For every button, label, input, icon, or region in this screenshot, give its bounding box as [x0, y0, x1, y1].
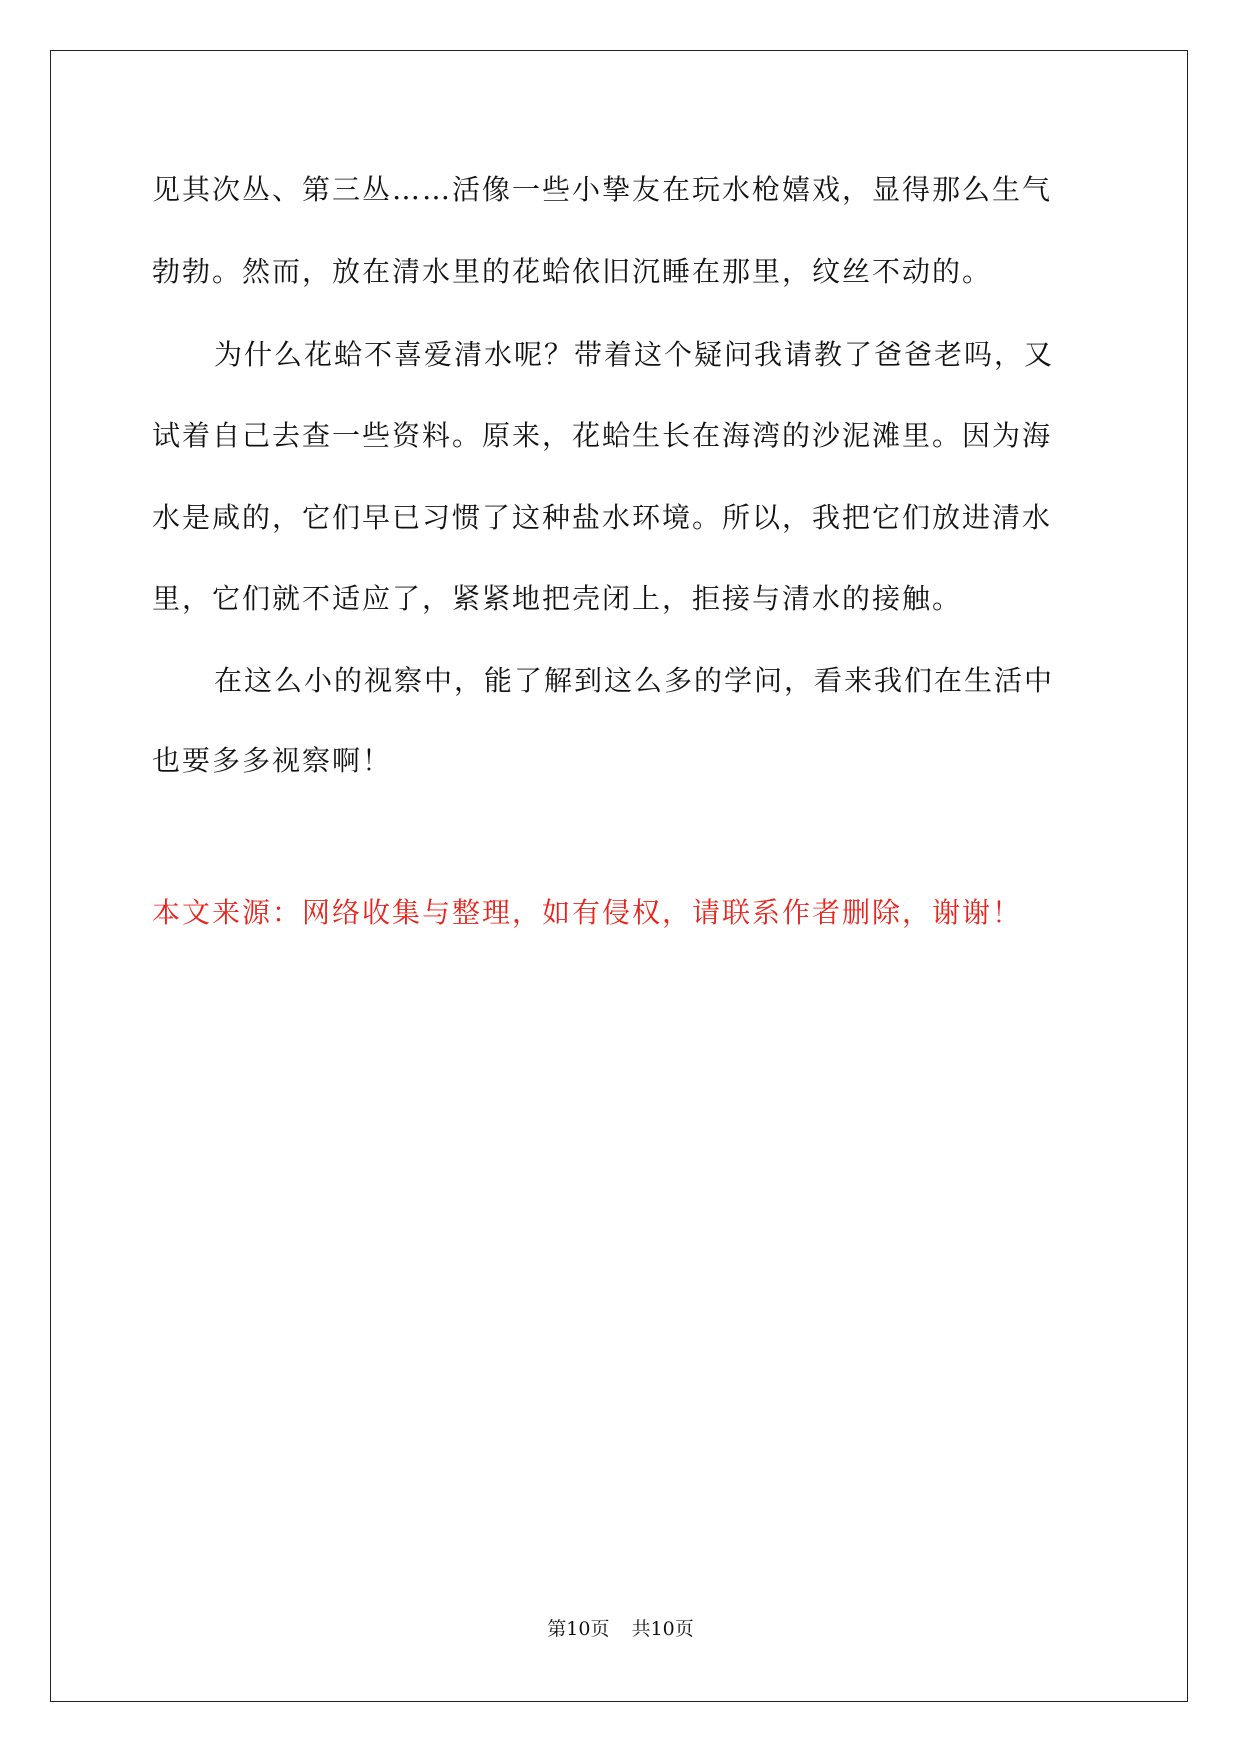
page-footer — [0, 1617, 1241, 1641]
body-line-6: 里，它们就不适应了，紧紧地把壳闭上，拒接与清水的接触。 — [152, 582, 963, 615]
body-line-7: 在这么小的视察中，能了解到这么多的学问，看来我们在生活中 — [214, 664, 1055, 697]
body-line-4: 试着自己去查一些资料。原来，花蛤生长在海湾的沙泥滩里。因为海 — [152, 419, 1053, 452]
body-line-2: 勃勃。然而，放在清水里的花蛤依旧沉睡在那里，纹丝不动的。 — [152, 255, 993, 288]
body-line-3: 为什么花蛤不喜爱清水呢？带着这个疑问我请教了爸爸老吗，又 — [214, 338, 1055, 371]
body-line-5: 水是咸的，它们早已习惯了这种盐水环境。所以，我把它们放进清水 — [152, 501, 1053, 534]
page-number: 第10页 — [547, 1618, 610, 1640]
page-border — [50, 50, 1188, 1702]
body-line-8: 也要多多视察啊！ — [152, 744, 393, 777]
source-note: 本文来源：网络收集与整理，如有侵权，请联系作者删除，谢谢！ — [152, 896, 1023, 929]
page-total: 共10页 — [631, 1618, 694, 1640]
body-line-1: 见其次丛、第三丛……活像一些小挚友在玩水枪嬉戏，显得那么生气 — [152, 173, 1053, 206]
